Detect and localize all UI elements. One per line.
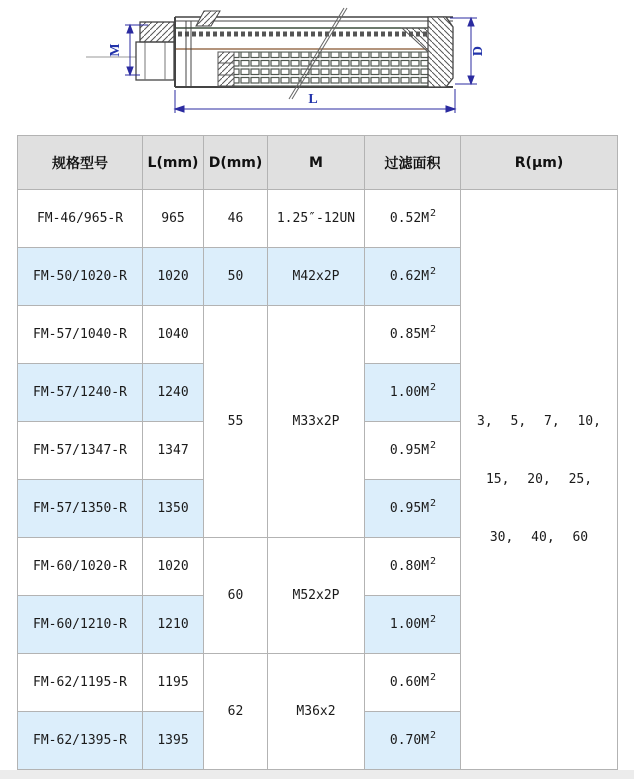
dim-label-m: M — [108, 43, 123, 57]
col-header-thread: M — [268, 136, 365, 190]
area-cell: $0.70M^2$ — [365, 712, 461, 770]
thread-cell: 1.25″-12UN — [268, 190, 365, 248]
length-cell: 1020 — [143, 248, 204, 306]
dim-label-d: D — [471, 45, 486, 57]
diameter-cell: 62 — [204, 654, 268, 770]
model-cell: FM-62/1195-R — [18, 654, 143, 712]
length-cell: 1350 — [143, 480, 204, 538]
mesh-element — [218, 52, 428, 86]
dim-label-l: L — [308, 92, 318, 107]
area-cell: $0.95M^2$ — [365, 422, 461, 480]
thread-cell: M33x2P — [268, 306, 365, 538]
threaded-fitting — [136, 22, 174, 80]
model-cell: FM-57/1040-R — [18, 306, 143, 364]
diameter-cell: 55 — [204, 306, 268, 538]
header-row — [18, 136, 618, 190]
model-cell: FM-60/1210-R — [18, 596, 143, 654]
diameter-cell: 46 — [204, 190, 268, 248]
col-header-diameter: D(mm) — [204, 136, 268, 190]
thread-cell: M52x2P — [268, 538, 365, 654]
area-cell: $1.00M^2$ — [365, 364, 461, 422]
col-header-model: 规格型号 — [18, 136, 143, 190]
model-cell: FM-46/965-R — [18, 190, 143, 248]
length-cell: 1240 — [143, 364, 204, 422]
r-values-cell: 3, 5, 7, 10, 15, 20, 25, 30, 40, 60 — [461, 190, 618, 770]
model-cell: FM-60/1020-R — [18, 538, 143, 596]
area-cell: $0.80M^2$ — [365, 538, 461, 596]
col-header-length: L(mm) — [143, 136, 204, 190]
model-cell: FM-62/1395-R — [18, 712, 143, 770]
model-cell: FM-50/1020-R — [18, 248, 143, 306]
length-cell: 1395 — [143, 712, 204, 770]
length-cell: 965 — [143, 190, 204, 248]
length-cell: 1040 — [143, 306, 204, 364]
model-cell: FM-57/1240-R — [18, 364, 143, 422]
area-cell: $0.95M^2$ — [365, 480, 461, 538]
page-bottom-strip — [0, 770, 634, 779]
thread-cell: M42x2P — [268, 248, 365, 306]
filter-element-drawing — [0, 0, 634, 135]
col-header-area: 过滤面积 — [365, 136, 461, 190]
area-cell: $0.62M^2$ — [365, 248, 461, 306]
length-cell: 1020 — [143, 538, 204, 596]
area-cell: $0.52M^2$ — [365, 190, 461, 248]
area-cell: $1.00M^2$ — [365, 596, 461, 654]
area-cell: $0.85M^2$ — [365, 306, 461, 364]
area-cell: $0.60M^2$ — [365, 654, 461, 712]
diameter-cell: 60 — [204, 538, 268, 654]
filter-technical-drawing — [0, 0, 634, 135]
length-cell: 1195 — [143, 654, 204, 712]
diameter-cell: 50 — [204, 248, 268, 306]
thread-cell: M36x2 — [268, 654, 365, 770]
model-cell: FM-57/1350-R — [18, 480, 143, 538]
length-cell: 1347 — [143, 422, 204, 480]
col-header-rating: R(μm) — [461, 136, 618, 190]
spec-table — [17, 135, 618, 770]
table-row — [18, 190, 618, 248]
length-cell: 1210 — [143, 596, 204, 654]
filler-wedge — [196, 11, 220, 26]
model-cell: FM-57/1347-R — [18, 422, 143, 480]
